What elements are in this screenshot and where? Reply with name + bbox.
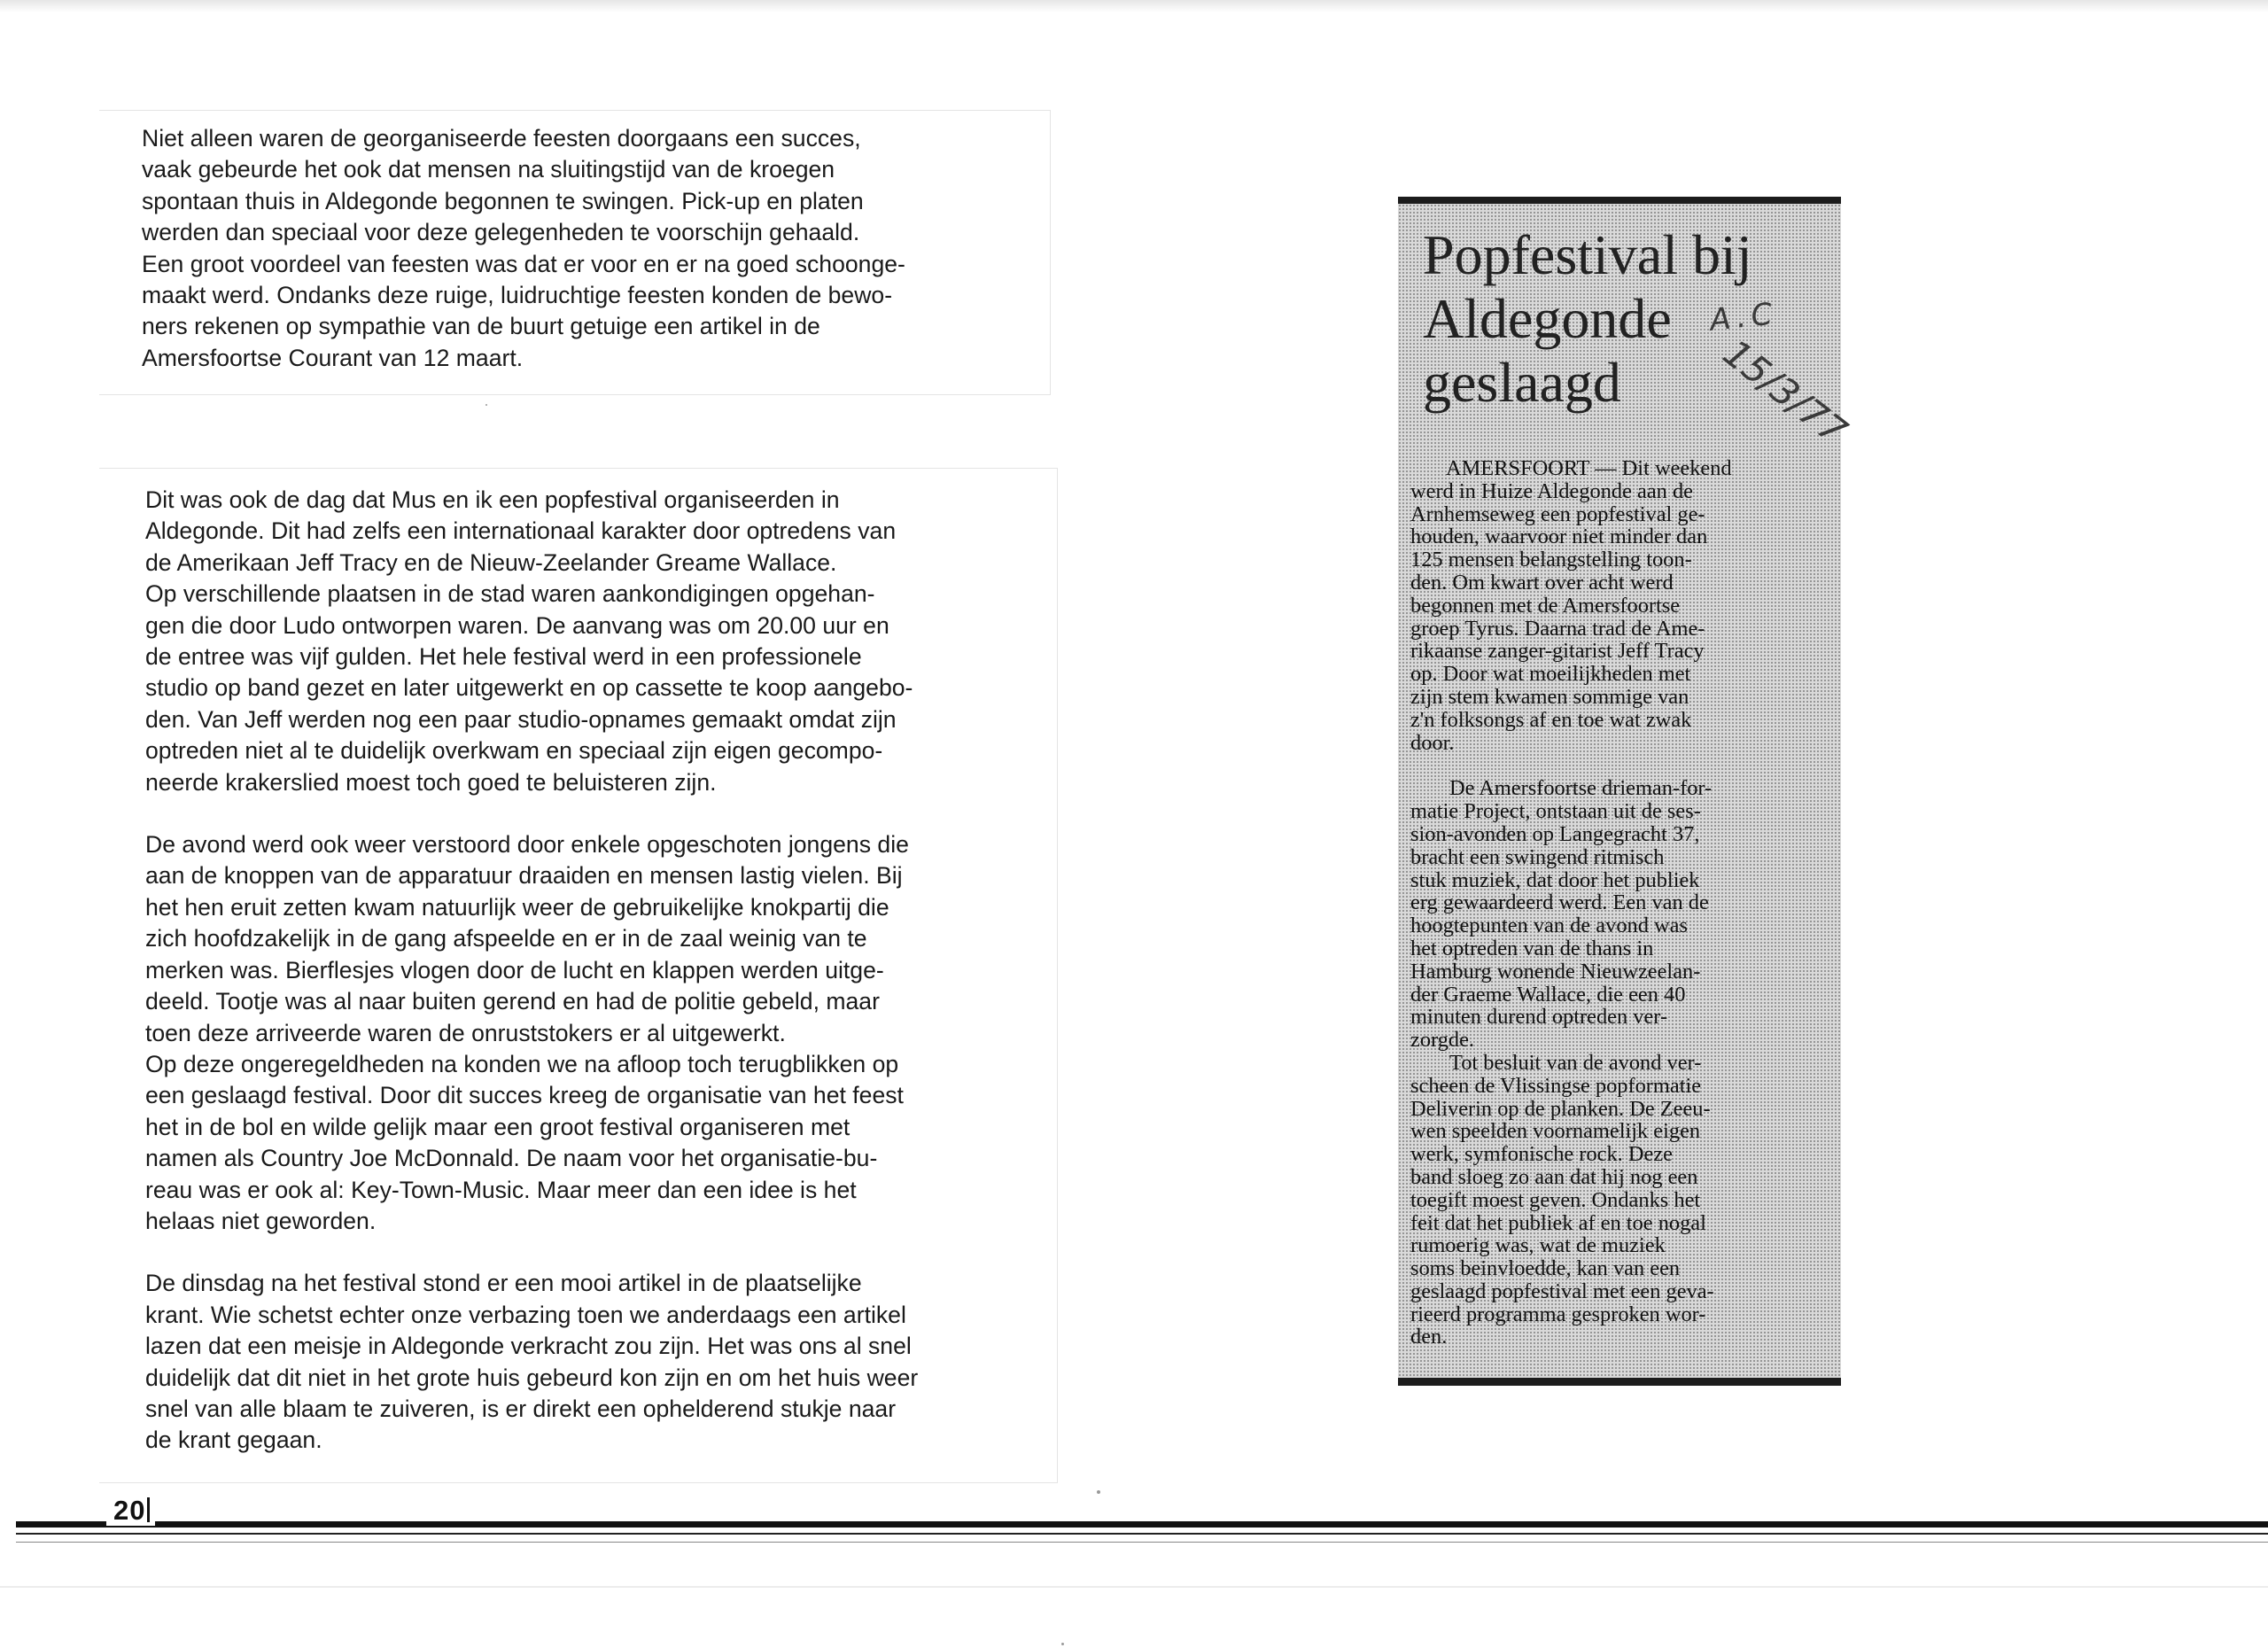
clipping-bottom-rule bbox=[1398, 1378, 1841, 1386]
scan-speck bbox=[1061, 1643, 1064, 1645]
clipping-paragraph: AMERSFOORT — Dit weekend werd in Huize Aldegonde aan de Arnhemseweg een popfestival ge- houden, waarvoor niet minder dan 125 mensen belangstelling toon- den. Om kwart over acht werd begonnen met de Amersfoortse groep Tyrus. Daarna trad de Ame- rikaanse zanger-gitarist Jeff Tracy op. Door wat moeilijkheden met zijn stem kwamen sommige van z'n folksongs af en toe wat zwak door. bbox=[1410, 456, 1732, 755]
clipping-top-rule bbox=[1398, 197, 1841, 204]
page-top-shade bbox=[0, 0, 2268, 12]
paragraph-disturbance: De avond werd ook weer verstoord door enkele opgeschoten jongens die aan de knoppen van de apparatuur draaiden en mensen lastig vielen. Bij het hen eruit zetten kwam natuurlijk weer de gebruikelijke knokpartij die zich hoofdzakelijk in de gang afspeelde en er in de zaal weinig van te merken was. Bierflesjes vlogen door de lucht en klappen werden uitge- deeld. Tootje was al naar buiten gerend en had de politie gebeld, maar toen deze arriveerde waren de onruststokers er al uitgewerkt. Op deze ongeregeldheden na konden we na afloop toch terugblikken op een geslaagd festival. Door dit succes kreeg de organisatie van het feest het in de bol en wilde gelijk maar een groot festival organiseren met namen als Country Joe McDonnald. De naam voor het organisatie-bu- reau was er ook al: Key-Town-Music. Maar meer dan een idee is het helaas niet geworden. bbox=[145, 831, 909, 1234]
clipping-body bbox=[1410, 457, 1829, 1349]
scan-speck bbox=[485, 404, 487, 406]
page-number: 20 bbox=[113, 1495, 146, 1526]
clipping-paragraph: Tot besluit van de avond ver- scheen de Vlissingse popformatie Deliverin op de planken. De Zeeu- wen speelden voornamelijk eigen werk, symfonische rock. Deze band sloeg zo aan dat hij nog een toegift moest geven. Ondanks het feit dat het publiek af en toe nogal rumoerig was, wat de muziek soms beinvloedde, kan van een geslaagd popfestival met een geva- rieerd programma gesproken wor- den. bbox=[1410, 1050, 1714, 1349]
paragraph-spacer bbox=[145, 798, 1057, 829]
handwritten-date-note: 15/3/77 bbox=[1715, 330, 1855, 454]
paragraph-newspaper-article: De dinsdag na het festival stond er een mooi artikel in de plaatselijke krant. Wie schetst echter onze verbazing toen we anderdaags een artikel lazen dat een meisje in Aldegonde verkracht zou zijn. Het was ons al snel duidelijk dat dit niet in het grote huis gebeurd kon zijn en om het huis weer snel van alle blaam te zuiveren, is er direkt een ophelderend stukje naar de krant gegaan. bbox=[145, 1270, 919, 1454]
footer-rule-thin bbox=[16, 1533, 2268, 1535]
clipping-paragraph: De Amersfoortse drieman-for- matie Project, ontstaan uit de ses- sion-avonden op Langegracht 37, bracht een swingend ritmisch stuk muziek, dat door het publiek erg gewaardeerd werd. Een van de hoogtepunten van de avond was het optreden van de thans in Hamburg wonende Nieuwzeelan- der Graeme Wallace, die een 40 minuten durend optreden ver- zorgde. bbox=[1410, 776, 1713, 1053]
text-block-intro bbox=[99, 110, 1051, 395]
clipping-headline: Popfestival bij Aldegonde geslaagd bbox=[1423, 223, 1752, 414]
text-block-festival bbox=[99, 468, 1058, 1483]
page-number-box bbox=[106, 1496, 155, 1526]
paragraph-festival-organised: Dit was ook de dag dat Mus en ik een popfestival organiseerden in Aldegonde. Dit had zelfs een internationaal karakter door optredens van de Amerikaan Jeff Tracy en de Nieuw-Zeelander Greame Wallace. Op verschillende plaatsen in de stad waren aankondigingen opgehan- gen die door Ludo ontworpen waren. De aanvang was om 20.00 uur en de entree was vijf gulden. Het hele festival werd in een professionele studio op band gezet en later uitgewerkt en op cassette te koop aangebo- den. Van Jeff werden nog een paar studio-opnames gemaakt omdat zijn optreden niet al te duidelijk overkwam en speciaal zijn eigen gecompo- neerde krakerslied moest toch goed te beluisteren zijn. bbox=[145, 486, 913, 796]
paragraph-spacer bbox=[145, 1237, 1057, 1268]
page-number-bar bbox=[147, 1497, 150, 1522]
handwritten-source-note: A.C bbox=[1708, 296, 1780, 338]
paragraph-parties: Niet alleen waren de georganiseerde feesten doorgaans een succes, vaak gebeurde het ook dat mensen na sluitingstijd van de kroegen spontaan thuis in Aldegonde begonnen te swingen. Pick-up en platen werden dan speciaal voor deze gelegenheden te voorschijn gehaald. Een groot voordeel van feesten was dat er voor en er na goed schoonge- maakt werd. Ondanks deze ruige, luidruchtige feesten konden de bewo- ners rekenen op sympathie van de buurt getuige een artikel in de Amersfoortse Courant van 12 maart. bbox=[142, 125, 905, 371]
footer-rule-hairline bbox=[16, 1542, 2268, 1543]
scan-speck bbox=[1097, 1490, 1100, 1494]
newspaper-clipping bbox=[1398, 197, 1855, 1386]
footer-rule-thick bbox=[16, 1521, 2268, 1528]
page-bottom-edge bbox=[0, 1586, 2268, 1588]
